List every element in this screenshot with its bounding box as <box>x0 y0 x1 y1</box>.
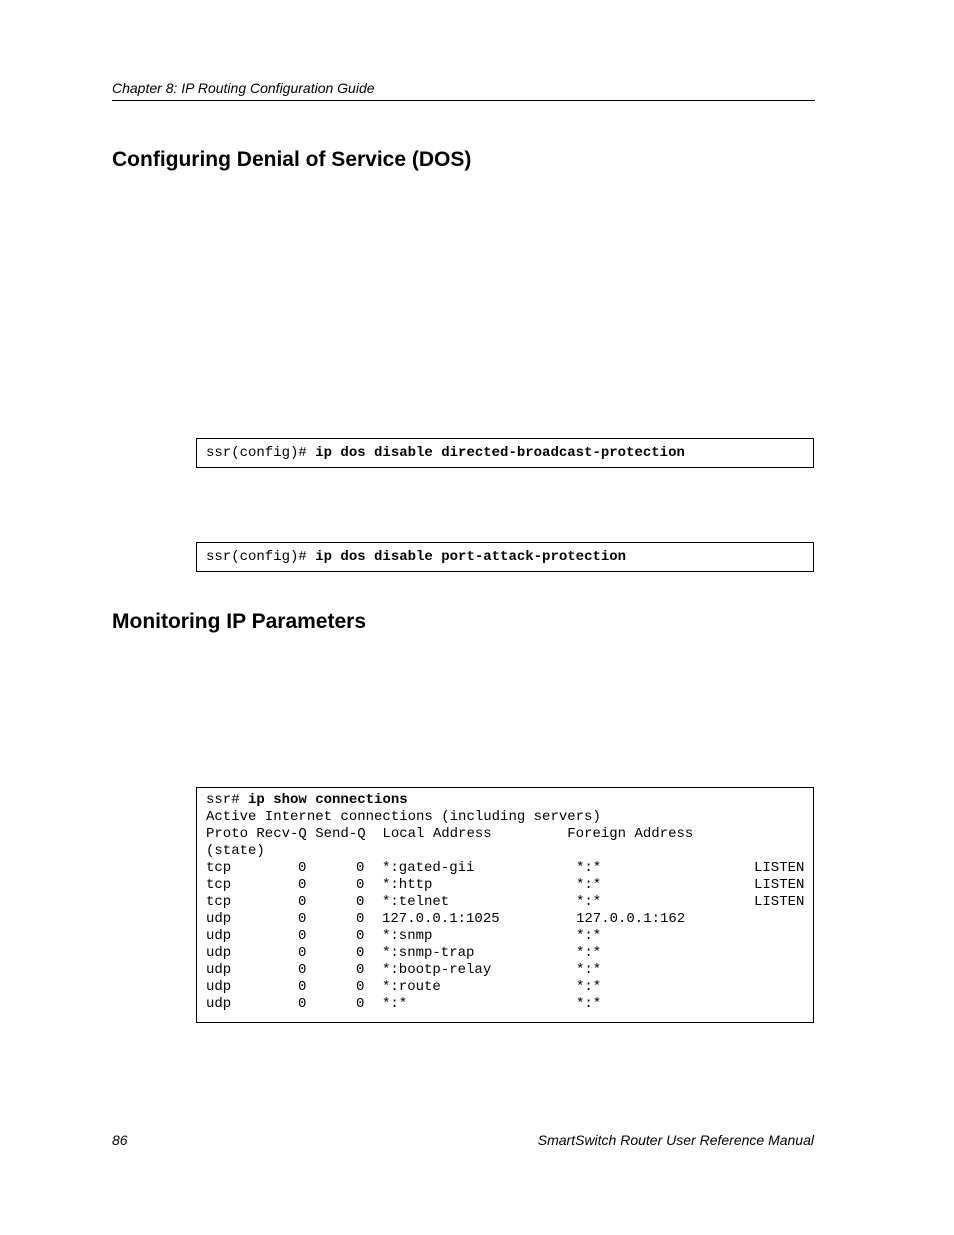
command-prompt: ssr# <box>206 792 249 808</box>
connections-title-line: Active Internet connections (including servers) <box>206 809 601 825</box>
state-cell: LISTEN <box>754 877 805 893</box>
proto-cell: udp <box>206 945 232 961</box>
local-address-cell: *:snmp <box>382 928 433 944</box>
local-address-cell: *:snmp-trap <box>382 945 475 961</box>
connection-row <box>206 979 806 996</box>
command-text: ip dos disable port-attack-protection <box>315 549 627 565</box>
connections-state-line: (state) <box>206 843 265 859</box>
sendq-cell: 0 <box>356 962 365 978</box>
sendq-cell: 0 <box>356 979 365 995</box>
command-prompt: ssr(config)# <box>206 549 316 565</box>
connections-command-line <box>206 792 408 809</box>
foreign-address-cell: *:* <box>576 894 602 910</box>
proto-cell: tcp <box>206 860 232 876</box>
recvq-cell: 0 <box>298 945 307 961</box>
header-rule <box>112 100 815 101</box>
recvq-cell: 0 <box>298 979 307 995</box>
command-text: ip show connections <box>248 792 408 808</box>
proto-cell: tcp <box>206 894 232 910</box>
recvq-cell: 0 <box>298 962 307 978</box>
recvq-cell: 0 <box>298 928 307 944</box>
foreign-address-cell: *:* <box>576 928 602 944</box>
connection-row <box>206 996 806 1013</box>
connection-row <box>206 962 806 979</box>
local-address-cell: *:telnet <box>382 894 450 910</box>
local-address-cell: *:bootp-relay <box>382 962 492 978</box>
foreign-address-cell: *:* <box>576 962 602 978</box>
recvq-cell: 0 <box>298 894 307 910</box>
sendq-cell: 0 <box>356 928 365 944</box>
state-cell: LISTEN <box>754 894 805 910</box>
command-text: ip dos disable directed-broadcast-protection <box>315 445 685 461</box>
section-heading-dos: Configuring Denial of Service (DOS) <box>112 148 472 171</box>
connection-row <box>206 877 806 894</box>
local-address-cell: *:route <box>382 979 441 995</box>
command-prompt: ssr(config)# <box>206 445 316 461</box>
foreign-address-cell: 127.0.0.1:162 <box>576 911 686 927</box>
local-address-cell: *:http <box>382 877 433 893</box>
foreign-address-cell: *:* <box>576 877 602 893</box>
connections-output-box <box>196 787 814 1023</box>
command-box-broadcast <box>196 438 814 468</box>
command-box-port-attack <box>196 542 814 572</box>
foreign-address-cell: *:* <box>576 860 602 876</box>
connection-row <box>206 911 806 928</box>
proto-cell: tcp <box>206 877 232 893</box>
sendq-cell: 0 <box>356 911 365 927</box>
local-address-cell: 127.0.0.1:1025 <box>382 911 500 927</box>
manual-title: SmartSwitch Router User Reference Manual <box>537 1132 814 1148</box>
connection-row <box>206 945 806 962</box>
connection-row <box>206 928 806 945</box>
proto-cell: udp <box>206 928 232 944</box>
sendq-cell: 0 <box>356 860 365 876</box>
proto-cell: udp <box>206 962 232 978</box>
local-address-cell: *:gated-gii <box>382 860 475 876</box>
proto-cell: udp <box>206 979 232 995</box>
connection-row <box>206 894 806 911</box>
proto-cell: udp <box>206 911 232 927</box>
foreign-address-cell: *:* <box>576 945 602 961</box>
sendq-cell: 0 <box>356 996 365 1012</box>
local-address-cell: *:* <box>382 996 408 1012</box>
sendq-cell: 0 <box>356 877 365 893</box>
foreign-address-cell: *:* <box>576 979 602 995</box>
recvq-cell: 0 <box>298 877 307 893</box>
running-header: Chapter 8: IP Routing Configuration Guide <box>112 80 375 96</box>
connection-row <box>206 860 806 877</box>
state-cell: LISTEN <box>754 860 805 876</box>
sendq-cell: 0 <box>356 945 365 961</box>
section-heading-monitoring: Monitoring IP Parameters <box>112 610 367 633</box>
recvq-cell: 0 <box>298 996 307 1012</box>
recvq-cell: 0 <box>298 860 307 876</box>
recvq-cell: 0 <box>298 911 307 927</box>
connections-header-line: Proto Recv-Q Send-Q Local Address Foreign Address <box>206 826 694 842</box>
page-number: 86 <box>112 1132 128 1148</box>
proto-cell: udp <box>206 996 232 1012</box>
sendq-cell: 0 <box>356 894 365 910</box>
foreign-address-cell: *:* <box>576 996 602 1012</box>
